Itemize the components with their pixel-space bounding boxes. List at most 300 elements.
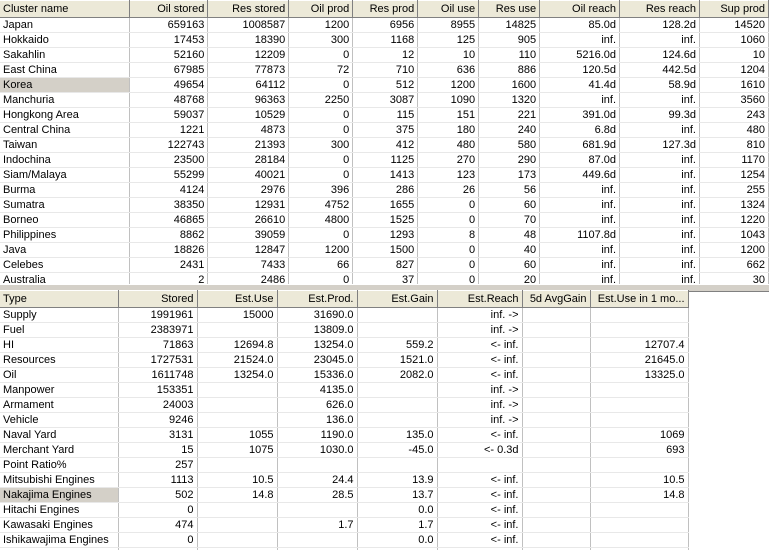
- resource-cell: -45.0: [357, 443, 437, 458]
- resource-cell: 1069: [590, 428, 688, 443]
- resource-cell: 1075: [197, 443, 277, 458]
- cluster-column-header[interactable]: Res stored: [208, 1, 289, 18]
- resource-row[interactable]: [0, 323, 688, 338]
- resource-row[interactable]: [0, 368, 688, 383]
- resource-cell: Hitachi Engines: [0, 503, 118, 518]
- resource-row[interactable]: [0, 473, 688, 488]
- resource-row[interactable]: [0, 413, 688, 428]
- resource-column-header[interactable]: Est.Prod.: [277, 291, 357, 308]
- resource-cell: 135.0: [357, 428, 437, 443]
- resource-cell: 9246: [118, 413, 197, 428]
- cluster-cell: 636: [418, 63, 479, 78]
- cluster-cell: 1324: [699, 198, 768, 213]
- resource-cell: [590, 458, 688, 473]
- cluster-cell: 4800: [289, 213, 353, 228]
- resource-cell: Supply: [0, 308, 118, 323]
- resource-row[interactable]: [0, 503, 688, 518]
- cluster-row[interactable]: [0, 108, 769, 123]
- cluster-cell: 40: [479, 243, 540, 258]
- resource-cell: Vehicle: [0, 413, 118, 428]
- cluster-cell: 12847: [208, 243, 289, 258]
- resource-cell: 71863: [118, 338, 197, 353]
- cluster-cell: inf.: [620, 123, 700, 138]
- resource-cell: [277, 533, 357, 548]
- cluster-cell: 1525: [353, 213, 418, 228]
- cluster-cell: 6.8d: [540, 123, 620, 138]
- resource-cell: Kawasaki Engines: [0, 518, 118, 533]
- resource-cell: [590, 308, 688, 323]
- cluster-cell: 48: [479, 228, 540, 243]
- cluster-cell: 827: [353, 258, 418, 273]
- cluster-cell: Indochina: [0, 153, 130, 168]
- resource-cell: [590, 323, 688, 338]
- resource-cell: <- inf.: [437, 338, 522, 353]
- cluster-cell: 1008587: [208, 18, 289, 33]
- cluster-cell: 255: [699, 183, 768, 198]
- resource-cell: [522, 518, 590, 533]
- resource-cell: 12694.8: [197, 338, 277, 353]
- cluster-cell: 2486: [208, 273, 289, 285]
- resource-cell: <- inf.: [437, 473, 522, 488]
- resource-cell: 1611748: [118, 368, 197, 383]
- cluster-cell: 12209: [208, 48, 289, 63]
- resource-column-header[interactable]: Est.Use: [197, 291, 277, 308]
- resource-cell: 136.0: [277, 413, 357, 428]
- cluster-cell: 300: [289, 138, 353, 153]
- resource-cell: 21524.0: [197, 353, 277, 368]
- cluster-cell: 151: [418, 108, 479, 123]
- cluster-row[interactable]: [0, 198, 769, 213]
- cluster-cell: 512: [353, 78, 418, 93]
- resource-cell: 15: [118, 443, 197, 458]
- resource-row[interactable]: [0, 488, 688, 503]
- resource-column-header[interactable]: Est.Reach: [437, 291, 522, 308]
- cluster-cell: inf.: [540, 258, 620, 273]
- cluster-cell: 7433: [208, 258, 289, 273]
- cluster-cell: Java: [0, 243, 130, 258]
- resource-cell: [590, 383, 688, 398]
- cluster-cell: 480: [699, 123, 768, 138]
- cluster-cell: 52160: [130, 48, 208, 63]
- cluster-cell: 66: [289, 258, 353, 273]
- cluster-cell: inf.: [620, 93, 700, 108]
- resource-cell: [197, 533, 277, 548]
- resource-cell: inf. ->: [437, 308, 522, 323]
- cluster-column-header[interactable]: Sup prod: [699, 1, 768, 18]
- cluster-cell: 8955: [418, 18, 479, 33]
- cluster-cell: 810: [699, 138, 768, 153]
- cluster-column-header[interactable]: Cluster name: [0, 1, 130, 18]
- cluster-column-header[interactable]: Oil stored: [130, 1, 208, 18]
- resource-cell: HI: [0, 338, 118, 353]
- cluster-cell: 0: [418, 273, 479, 285]
- cluster-cell: inf.: [540, 93, 620, 108]
- cluster-cell: Borneo: [0, 213, 130, 228]
- cluster-row[interactable]: [0, 123, 769, 138]
- cluster-cell: 48768: [130, 93, 208, 108]
- cluster-cell: 3087: [353, 93, 418, 108]
- resource-cell: [522, 533, 590, 548]
- resource-cell: 13254.0: [277, 338, 357, 353]
- cluster-row[interactable]: [0, 228, 769, 243]
- cluster-cell: Hongkong Area: [0, 108, 130, 123]
- cluster-cell: 1170: [699, 153, 768, 168]
- cluster-cell: 243: [699, 108, 768, 123]
- cluster-row[interactable]: [0, 273, 769, 285]
- resource-cell: [197, 323, 277, 338]
- resource-cell: 1190.0: [277, 428, 357, 443]
- resource-cell: [437, 458, 522, 473]
- resource-cell: 13.7: [357, 488, 437, 503]
- resource-cell: 502: [118, 488, 197, 503]
- cluster-cell: 115: [353, 108, 418, 123]
- resource-cell: [357, 308, 437, 323]
- cluster-cell: 1200: [699, 243, 768, 258]
- cluster-row[interactable]: [0, 63, 769, 78]
- cluster-cell: 21393: [208, 138, 289, 153]
- cluster-cell: 1600: [479, 78, 540, 93]
- resource-cell: [522, 353, 590, 368]
- resource-cell: inf. ->: [437, 383, 522, 398]
- cluster-cell: 0: [289, 123, 353, 138]
- cluster-cell: 38350: [130, 198, 208, 213]
- cluster-cell: Taiwan: [0, 138, 130, 153]
- cluster-cell: 58.9d: [620, 78, 700, 93]
- resource-row[interactable]: [0, 308, 688, 323]
- cluster-cell: 39059: [208, 228, 289, 243]
- cluster-row[interactable]: [0, 153, 769, 168]
- resource-cell: Armament: [0, 398, 118, 413]
- cluster-cell: 1200: [289, 18, 353, 33]
- cluster-cell: 120.5d: [540, 63, 620, 78]
- resource-row[interactable]: [0, 518, 688, 533]
- cluster-cell: 55299: [130, 168, 208, 183]
- resource-cell: 257: [118, 458, 197, 473]
- resource-cell: Oil: [0, 368, 118, 383]
- cluster-cell: East China: [0, 63, 130, 78]
- resource-cell: Nakajima Engines: [0, 488, 118, 503]
- resource-column-header[interactable]: Stored: [118, 291, 197, 308]
- cluster-row[interactable]: [0, 18, 769, 33]
- cluster-cell: 4873: [208, 123, 289, 138]
- resource-cell: 14.8: [590, 488, 688, 503]
- resource-cell: [522, 488, 590, 503]
- resource-cell: 15336.0: [277, 368, 357, 383]
- cluster-cell: 1320: [479, 93, 540, 108]
- cluster-cell: 96363: [208, 93, 289, 108]
- cluster-cell: Sumatra: [0, 198, 130, 213]
- resource-cell: 13809.0: [277, 323, 357, 338]
- resource-cell: [357, 323, 437, 338]
- cluster-cell: 1254: [699, 168, 768, 183]
- cluster-cell: 37: [353, 273, 418, 285]
- resource-cell: 23045.0: [277, 353, 357, 368]
- resource-cell: 13254.0: [197, 368, 277, 383]
- cluster-cell: inf.: [620, 198, 700, 213]
- cluster-column-header[interactable]: Oil reach: [540, 1, 620, 18]
- cluster-cell: 64112: [208, 78, 289, 93]
- resource-cell: [590, 533, 688, 548]
- cluster-cell: 2431: [130, 258, 208, 273]
- cluster-cell: 391.0d: [540, 108, 620, 123]
- resource-cell: [277, 503, 357, 518]
- cluster-cell: inf.: [540, 183, 620, 198]
- resource-cell: [522, 473, 590, 488]
- cluster-row[interactable]: [0, 258, 769, 273]
- cluster-cell: 122743: [130, 138, 208, 153]
- resource-cell: 1055: [197, 428, 277, 443]
- resource-cell: 28.5: [277, 488, 357, 503]
- resource-cell: 1.7: [357, 518, 437, 533]
- cluster-cell: 1220: [699, 213, 768, 228]
- resource-grid[interactable]: [0, 290, 689, 550]
- resource-cell: <- inf.: [437, 368, 522, 383]
- resource-cell: inf. ->: [437, 398, 522, 413]
- resource-cell: Mitsubishi Engines: [0, 473, 118, 488]
- cluster-cell: Korea: [0, 78, 130, 93]
- resource-row[interactable]: [0, 443, 688, 458]
- cluster-cell: 1204: [699, 63, 768, 78]
- resource-row[interactable]: [0, 458, 688, 473]
- cluster-cell: 0: [418, 198, 479, 213]
- cluster-cell: 85.0d: [540, 18, 620, 33]
- cluster-cell: 110: [479, 48, 540, 63]
- resource-cell: 31690.0: [277, 308, 357, 323]
- cluster-cell: 12931: [208, 198, 289, 213]
- resource-cell: [357, 398, 437, 413]
- resource-cell: <- inf.: [437, 488, 522, 503]
- cluster-cell: 0: [289, 78, 353, 93]
- resource-cell: 474: [118, 518, 197, 533]
- cluster-cell: inf.: [540, 213, 620, 228]
- cluster-cell: 449.6d: [540, 168, 620, 183]
- resource-cell: [522, 383, 590, 398]
- cluster-row[interactable]: [0, 78, 769, 93]
- resource-cell: <- 0.3d: [437, 443, 522, 458]
- resource-cell: Resources: [0, 353, 118, 368]
- cluster-cell: 123: [418, 168, 479, 183]
- cluster-row[interactable]: [0, 243, 769, 258]
- resource-cell: [590, 413, 688, 428]
- cluster-cell: 125: [418, 33, 479, 48]
- resource-cell: 10.5: [590, 473, 688, 488]
- cluster-cell: inf.: [620, 153, 700, 168]
- cluster-cell: 70: [479, 213, 540, 228]
- cluster-cell: 26610: [208, 213, 289, 228]
- cluster-cell: 905: [479, 33, 540, 48]
- cluster-cell: Sakahlin: [0, 48, 130, 63]
- resource-column-header[interactable]: 5d AvgGain: [522, 291, 590, 308]
- resource-column-header[interactable]: Est.Use in 1 mo...: [590, 291, 688, 308]
- resource-cell: [357, 458, 437, 473]
- resource-cell: [197, 398, 277, 413]
- cluster-cell: 662: [699, 258, 768, 273]
- cluster-cell: 442.5d: [620, 63, 700, 78]
- cluster-cell: 0: [289, 168, 353, 183]
- resource-cell: 4135.0: [277, 383, 357, 398]
- resource-cell: Naval Yard: [0, 428, 118, 443]
- cluster-cell: 0: [289, 153, 353, 168]
- cluster-cell: 99.3d: [620, 108, 700, 123]
- cluster-cell: 1413: [353, 168, 418, 183]
- cluster-cell: 56: [479, 183, 540, 198]
- cluster-cell: 659163: [130, 18, 208, 33]
- cluster-cell: 886: [479, 63, 540, 78]
- cluster-cell: inf.: [620, 243, 700, 258]
- cluster-cell: 18826: [130, 243, 208, 258]
- cluster-cell: 1293: [353, 228, 418, 243]
- cluster-cell: Japan: [0, 18, 130, 33]
- cluster-column-header[interactable]: Res prod: [353, 1, 418, 18]
- cluster-cell: Burma: [0, 183, 130, 198]
- cluster-row[interactable]: [0, 93, 769, 108]
- resource-cell: [522, 503, 590, 518]
- resource-column-header[interactable]: Est.Gain: [357, 291, 437, 308]
- cluster-cell: 480: [418, 138, 479, 153]
- cluster-cell: Central China: [0, 123, 130, 138]
- cluster-cell: inf.: [620, 258, 700, 273]
- resource-cell: [522, 428, 590, 443]
- cluster-column-header[interactable]: Oil use: [418, 1, 479, 18]
- resource-cell: [522, 368, 590, 383]
- cluster-row[interactable]: [0, 168, 769, 183]
- cluster-cell: 0: [289, 273, 353, 285]
- resource-cell: 1113: [118, 473, 197, 488]
- resource-cell: [197, 518, 277, 533]
- cluster-cell: 396: [289, 183, 353, 198]
- resource-cell: 24003: [118, 398, 197, 413]
- resource-cell: [522, 458, 590, 473]
- resource-cell: 10.5: [197, 473, 277, 488]
- resource-cell: [522, 338, 590, 353]
- resource-cell: 0: [118, 533, 197, 548]
- resource-cell: [522, 413, 590, 428]
- cluster-cell: 286: [353, 183, 418, 198]
- cluster-row[interactable]: [0, 213, 769, 228]
- cluster-cell: 710: [353, 63, 418, 78]
- cluster-cell: 300: [289, 33, 353, 48]
- resource-cell: [590, 398, 688, 413]
- resource-cell: [197, 503, 277, 518]
- cluster-cell: 0: [289, 108, 353, 123]
- cluster-cell: 0: [289, 48, 353, 63]
- resource-cell: 0.0: [357, 503, 437, 518]
- resource-row[interactable]: [0, 353, 688, 368]
- resource-cell: <- inf.: [437, 353, 522, 368]
- resource-cell: [197, 458, 277, 473]
- cluster-cell: inf.: [540, 33, 620, 48]
- cluster-cell: 23500: [130, 153, 208, 168]
- cluster-cell: 127.3d: [620, 138, 700, 153]
- resource-cell: Manpower: [0, 383, 118, 398]
- cluster-cell: inf.: [540, 273, 620, 285]
- cluster-row[interactable]: [0, 138, 769, 153]
- cluster-cell: inf.: [620, 33, 700, 48]
- resource-cell: [357, 413, 437, 428]
- resource-cell: 0: [118, 503, 197, 518]
- cluster-cell: 124.6d: [620, 48, 700, 63]
- cluster-column-header[interactable]: Oil prod: [289, 1, 353, 18]
- cluster-cell: inf.: [620, 228, 700, 243]
- resource-row[interactable]: [0, 428, 688, 443]
- resource-row[interactable]: [0, 398, 688, 413]
- cluster-cell: Manchuria: [0, 93, 130, 108]
- cluster-cell: 5216.0d: [540, 48, 620, 63]
- resource-cell: [522, 398, 590, 413]
- cluster-cell: 2: [130, 273, 208, 285]
- resource-row[interactable]: [0, 338, 688, 353]
- resource-cell: [197, 383, 277, 398]
- resource-column-header[interactable]: Type: [0, 291, 118, 308]
- resource-cell: 153351: [118, 383, 197, 398]
- cluster-cell: Siam/Malaya: [0, 168, 130, 183]
- cluster-cell: 2250: [289, 93, 353, 108]
- cluster-cell: 59037: [130, 108, 208, 123]
- cluster-cell: 14520: [699, 18, 768, 33]
- cluster-row[interactable]: [0, 183, 769, 198]
- cluster-cell: 580: [479, 138, 540, 153]
- cluster-cell: 26: [418, 183, 479, 198]
- cluster-cell: 290: [479, 153, 540, 168]
- cluster-column-header[interactable]: Res reach: [620, 1, 700, 18]
- resource-cell: 12707.4: [590, 338, 688, 353]
- resource-row[interactable]: [0, 533, 688, 548]
- cluster-cell: 4124: [130, 183, 208, 198]
- cluster-cell: 173: [479, 168, 540, 183]
- cluster-cell: 1610: [699, 78, 768, 93]
- cluster-cell: 1221: [130, 123, 208, 138]
- resource-cell: Fuel: [0, 323, 118, 338]
- resource-cell: Ishikawajima Engines: [0, 533, 118, 548]
- cluster-cell: 72: [289, 63, 353, 78]
- cluster-cell: 270: [418, 153, 479, 168]
- resource-cell: inf. ->: [437, 323, 522, 338]
- cluster-cell: 49654: [130, 78, 208, 93]
- cluster-cell: inf.: [540, 198, 620, 213]
- cluster-cell: 1200: [289, 243, 353, 258]
- cluster-row[interactable]: [0, 48, 769, 63]
- cluster-cell: inf.: [620, 273, 700, 285]
- cluster-cell: Hokkaido: [0, 33, 130, 48]
- resource-cell: 14.8: [197, 488, 277, 503]
- resource-cell: <- inf.: [437, 428, 522, 443]
- cluster-cell: 8862: [130, 228, 208, 243]
- cluster-row[interactable]: [0, 33, 769, 48]
- cluster-column-header[interactable]: Res use: [479, 1, 540, 18]
- cluster-cell: 20: [479, 273, 540, 285]
- cluster-cell: Australia: [0, 273, 130, 285]
- cluster-cell: 30: [699, 273, 768, 285]
- resource-cell: 24.4: [277, 473, 357, 488]
- cluster-cell: 1200: [418, 78, 479, 93]
- cluster-cell: 10: [699, 48, 768, 63]
- resource-cell: [197, 413, 277, 428]
- cluster-cell: 60: [479, 258, 540, 273]
- cluster-cell: 46865: [130, 213, 208, 228]
- cluster-cell: 40021: [208, 168, 289, 183]
- resource-cell: 2082.0: [357, 368, 437, 383]
- cluster-cell: inf.: [540, 243, 620, 258]
- cluster-cell: 67985: [130, 63, 208, 78]
- resource-row[interactable]: [0, 383, 688, 398]
- cluster-cell: 128.2d: [620, 18, 700, 33]
- cluster-cell: inf.: [620, 183, 700, 198]
- cluster-cell: inf.: [620, 213, 700, 228]
- cluster-cell: 412: [353, 138, 418, 153]
- cluster-cell: 10: [418, 48, 479, 63]
- cluster-cell: 60: [479, 198, 540, 213]
- cluster-cell: 240: [479, 123, 540, 138]
